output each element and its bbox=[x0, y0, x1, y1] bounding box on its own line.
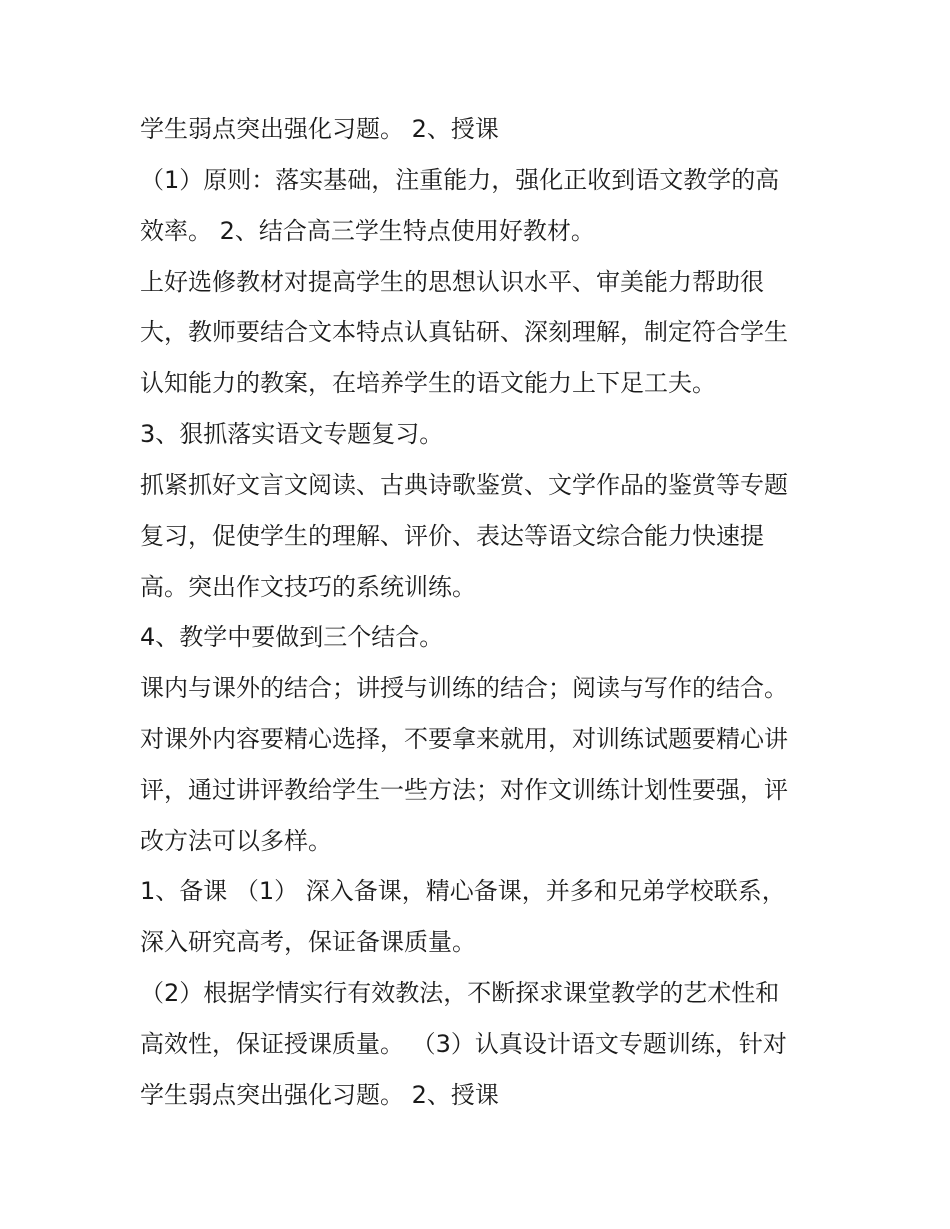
text-line: 学生弱点突出强化习题。 2、授课 bbox=[140, 1081, 499, 1109]
text-line: 高效性，保证授课质量。 （3）认真设计语文专题训练，针对 bbox=[140, 1030, 787, 1058]
text-line: 大，教师要结合文本特点认真钻研、深刻理解，制定符合学生 bbox=[140, 318, 788, 346]
text-line: 复习，促使学生的理解、评价、表达等语文综合能力快速提 bbox=[140, 522, 764, 550]
text-line: 学生弱点突出强化习题。 2、授课 bbox=[140, 115, 499, 143]
text-line: （2）根据学情实行有效教法，不断探求课堂教学的艺术性和 bbox=[140, 979, 780, 1007]
text-line: 深入研究高考，保证备课质量。 bbox=[140, 928, 476, 956]
text-line: 效率。 2、结合高三学生特点使用好教材。 bbox=[140, 217, 595, 245]
text-line: 改方法可以多样。 bbox=[140, 827, 332, 855]
text-line: 课内与课外的结合；讲授与训练的结合；阅读与写作的结合。 bbox=[140, 674, 788, 702]
text-line: 抓紧抓好文言文阅读、古典诗歌鉴赏、文学作品的鉴赏等专题 bbox=[140, 471, 788, 499]
text-line: （1）原则：落实基础，注重能力，强化正收到语文教学的高 bbox=[140, 166, 780, 194]
text-line: 评，通过讲评教给学生一些方法；对作文训练计划性要强，评 bbox=[140, 776, 788, 804]
text-line: 高。突出作文技巧的系统训练。 bbox=[140, 573, 476, 601]
text-line: 4、教学中要做到三个结合。 bbox=[140, 623, 444, 651]
text-line: 对课外内容要精心选择，不要拿来就用，对训练试题要精心讲 bbox=[140, 725, 788, 753]
text-line: 上好选修教材对提高学生的思想认识水平、审美能力帮助很 bbox=[140, 268, 764, 296]
text-line: 3、狠抓落实语文专题复习。 bbox=[140, 420, 444, 448]
text-line: 认知能力的教案，在培养学生的语文能力上下足工夫。 bbox=[140, 369, 716, 397]
text-line: 1、备课 （1） 深入备课，精心备课，并多和兄弟学校联系， bbox=[140, 877, 786, 905]
